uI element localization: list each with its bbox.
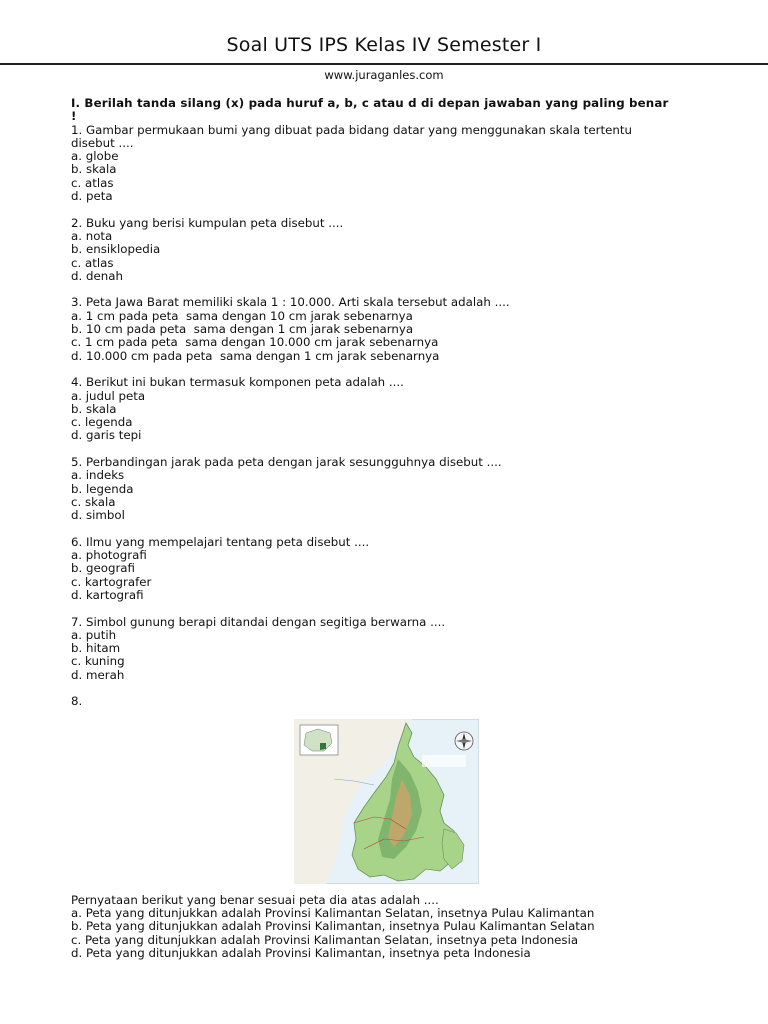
answer-option: b. Peta yang ditunjukkan adalah Provinsi Kalimantan, insetnya Pulau Kalimantan Selatan xyxy=(71,919,595,934)
answer-option: a. Peta yang ditunjukkan adalah Provinsi Kalimantan Selatan, insetnya Pulau Kalimantan xyxy=(71,905,595,920)
question-3 xyxy=(71,296,701,362)
question-5 xyxy=(71,456,701,522)
answer-option: d. Peta yang ditunjukkan adalah Provinsi Kalimantan, insetnya peta Indonesia xyxy=(71,945,531,960)
question-spacer xyxy=(71,203,701,216)
document-title: Soal UTS IPS Kelas IV Semester I xyxy=(226,34,542,56)
answer-option: a. indeks xyxy=(71,468,125,483)
answer-option: c. 1 cm pada peta sama dengan 10.000 cm jarak sebenarnya xyxy=(71,335,439,350)
question-spacer xyxy=(71,363,701,376)
instruction xyxy=(71,97,701,124)
answer-option: d. denah xyxy=(71,268,123,283)
question-stem: 4. Berikut ini bukan termasuk komponen peta adalah .... xyxy=(71,375,404,390)
instruction-line: ! xyxy=(71,109,77,124)
question-stem: 1. Gambar permukaan bumi yang dibuat pada bidang datar yang menggunakan skala tertentu xyxy=(71,122,632,137)
question-stem: 7. Simbol gunung berapi ditandai dengan segitiga berwarna .... xyxy=(71,614,446,629)
title-divider xyxy=(0,63,768,65)
question-spacer xyxy=(71,682,701,695)
answer-option: c. skala xyxy=(71,494,116,509)
question-number: 8. xyxy=(71,694,83,709)
question-1 xyxy=(71,124,701,204)
instruction-line: I. Berilah tanda silang (x) pada huruf a, b, c atau d di depan jawaban yang paling benar xyxy=(71,96,669,110)
answer-option: d. simbol xyxy=(71,508,125,523)
question-spacer xyxy=(71,523,701,536)
answer-option: a. putih xyxy=(71,627,117,642)
answer-option: b. legenda xyxy=(71,481,134,496)
answer-option: d. kartografi xyxy=(71,587,144,602)
answer-option: c. Peta yang ditunjukkan adalah Provinsi Kalimantan Selatan, insetnya peta Indonesia xyxy=(71,932,579,947)
answer-option: b. ensiklopedia xyxy=(71,242,161,257)
answer-option: a. photografi xyxy=(71,548,147,563)
question-spacer xyxy=(71,602,701,615)
answer-option: c. legenda xyxy=(71,415,133,430)
answer-option: b. skala xyxy=(71,401,117,416)
answer-option: c. kuning xyxy=(71,654,125,669)
answer-option: d. merah xyxy=(71,667,125,682)
question-2 xyxy=(71,217,701,283)
question-7 xyxy=(71,616,701,682)
province-map-image xyxy=(294,719,479,884)
answer-option: b. hitam xyxy=(71,641,121,656)
answer-option: a. judul peta xyxy=(71,388,146,403)
answer-option: c. atlas xyxy=(71,175,114,190)
answer-option: d. peta xyxy=(71,189,113,204)
website-label: www.juraganles.com xyxy=(324,68,444,82)
question-stem: 6. Ilmu yang mempelajari tentang peta disebut .... xyxy=(71,534,370,549)
question-6 xyxy=(71,536,701,602)
question-stem: Pernyataan berikut yang benar sesuai peta dia atas adalah .... xyxy=(71,892,439,907)
answer-option: a. 1 cm pada peta sama dengan 10 cm jarak sebenarnya xyxy=(71,308,413,323)
answer-option: d. 10.000 cm pada peta sama dengan 1 cm jarak sebenarnya xyxy=(71,348,440,363)
answer-option: a. globe xyxy=(71,149,119,164)
question-stem: 2. Buku yang berisi kumpulan peta disebut .... xyxy=(71,215,344,230)
answer-option: c. kartografer xyxy=(71,574,152,589)
answer-option: d. garis tepi xyxy=(71,428,142,443)
question-list xyxy=(71,124,701,696)
answer-option: c. atlas xyxy=(71,255,114,270)
question-spacer xyxy=(71,283,701,296)
question-8 xyxy=(71,695,701,960)
answer-option: b. geografi xyxy=(71,561,135,576)
map-container xyxy=(71,719,701,884)
question-4 xyxy=(71,376,701,442)
answer-option: b. 10 cm pada peta sama dengan 1 cm jarak sebenarnya xyxy=(71,322,414,337)
question-stem: disebut .... xyxy=(71,135,134,150)
answer-option: b. skala xyxy=(71,162,117,177)
question-stem: 3. Peta Jawa Barat memiliki skala 1 : 10.000. Arti skala tersebut adalah .... xyxy=(71,295,510,310)
question-sheet xyxy=(71,97,701,960)
question-spacer xyxy=(71,443,701,456)
answer-option: a. nota xyxy=(71,228,113,243)
question-stem: 5. Perbandingan jarak pada peta dengan jarak sesungguhnya disebut .... xyxy=(71,455,502,470)
